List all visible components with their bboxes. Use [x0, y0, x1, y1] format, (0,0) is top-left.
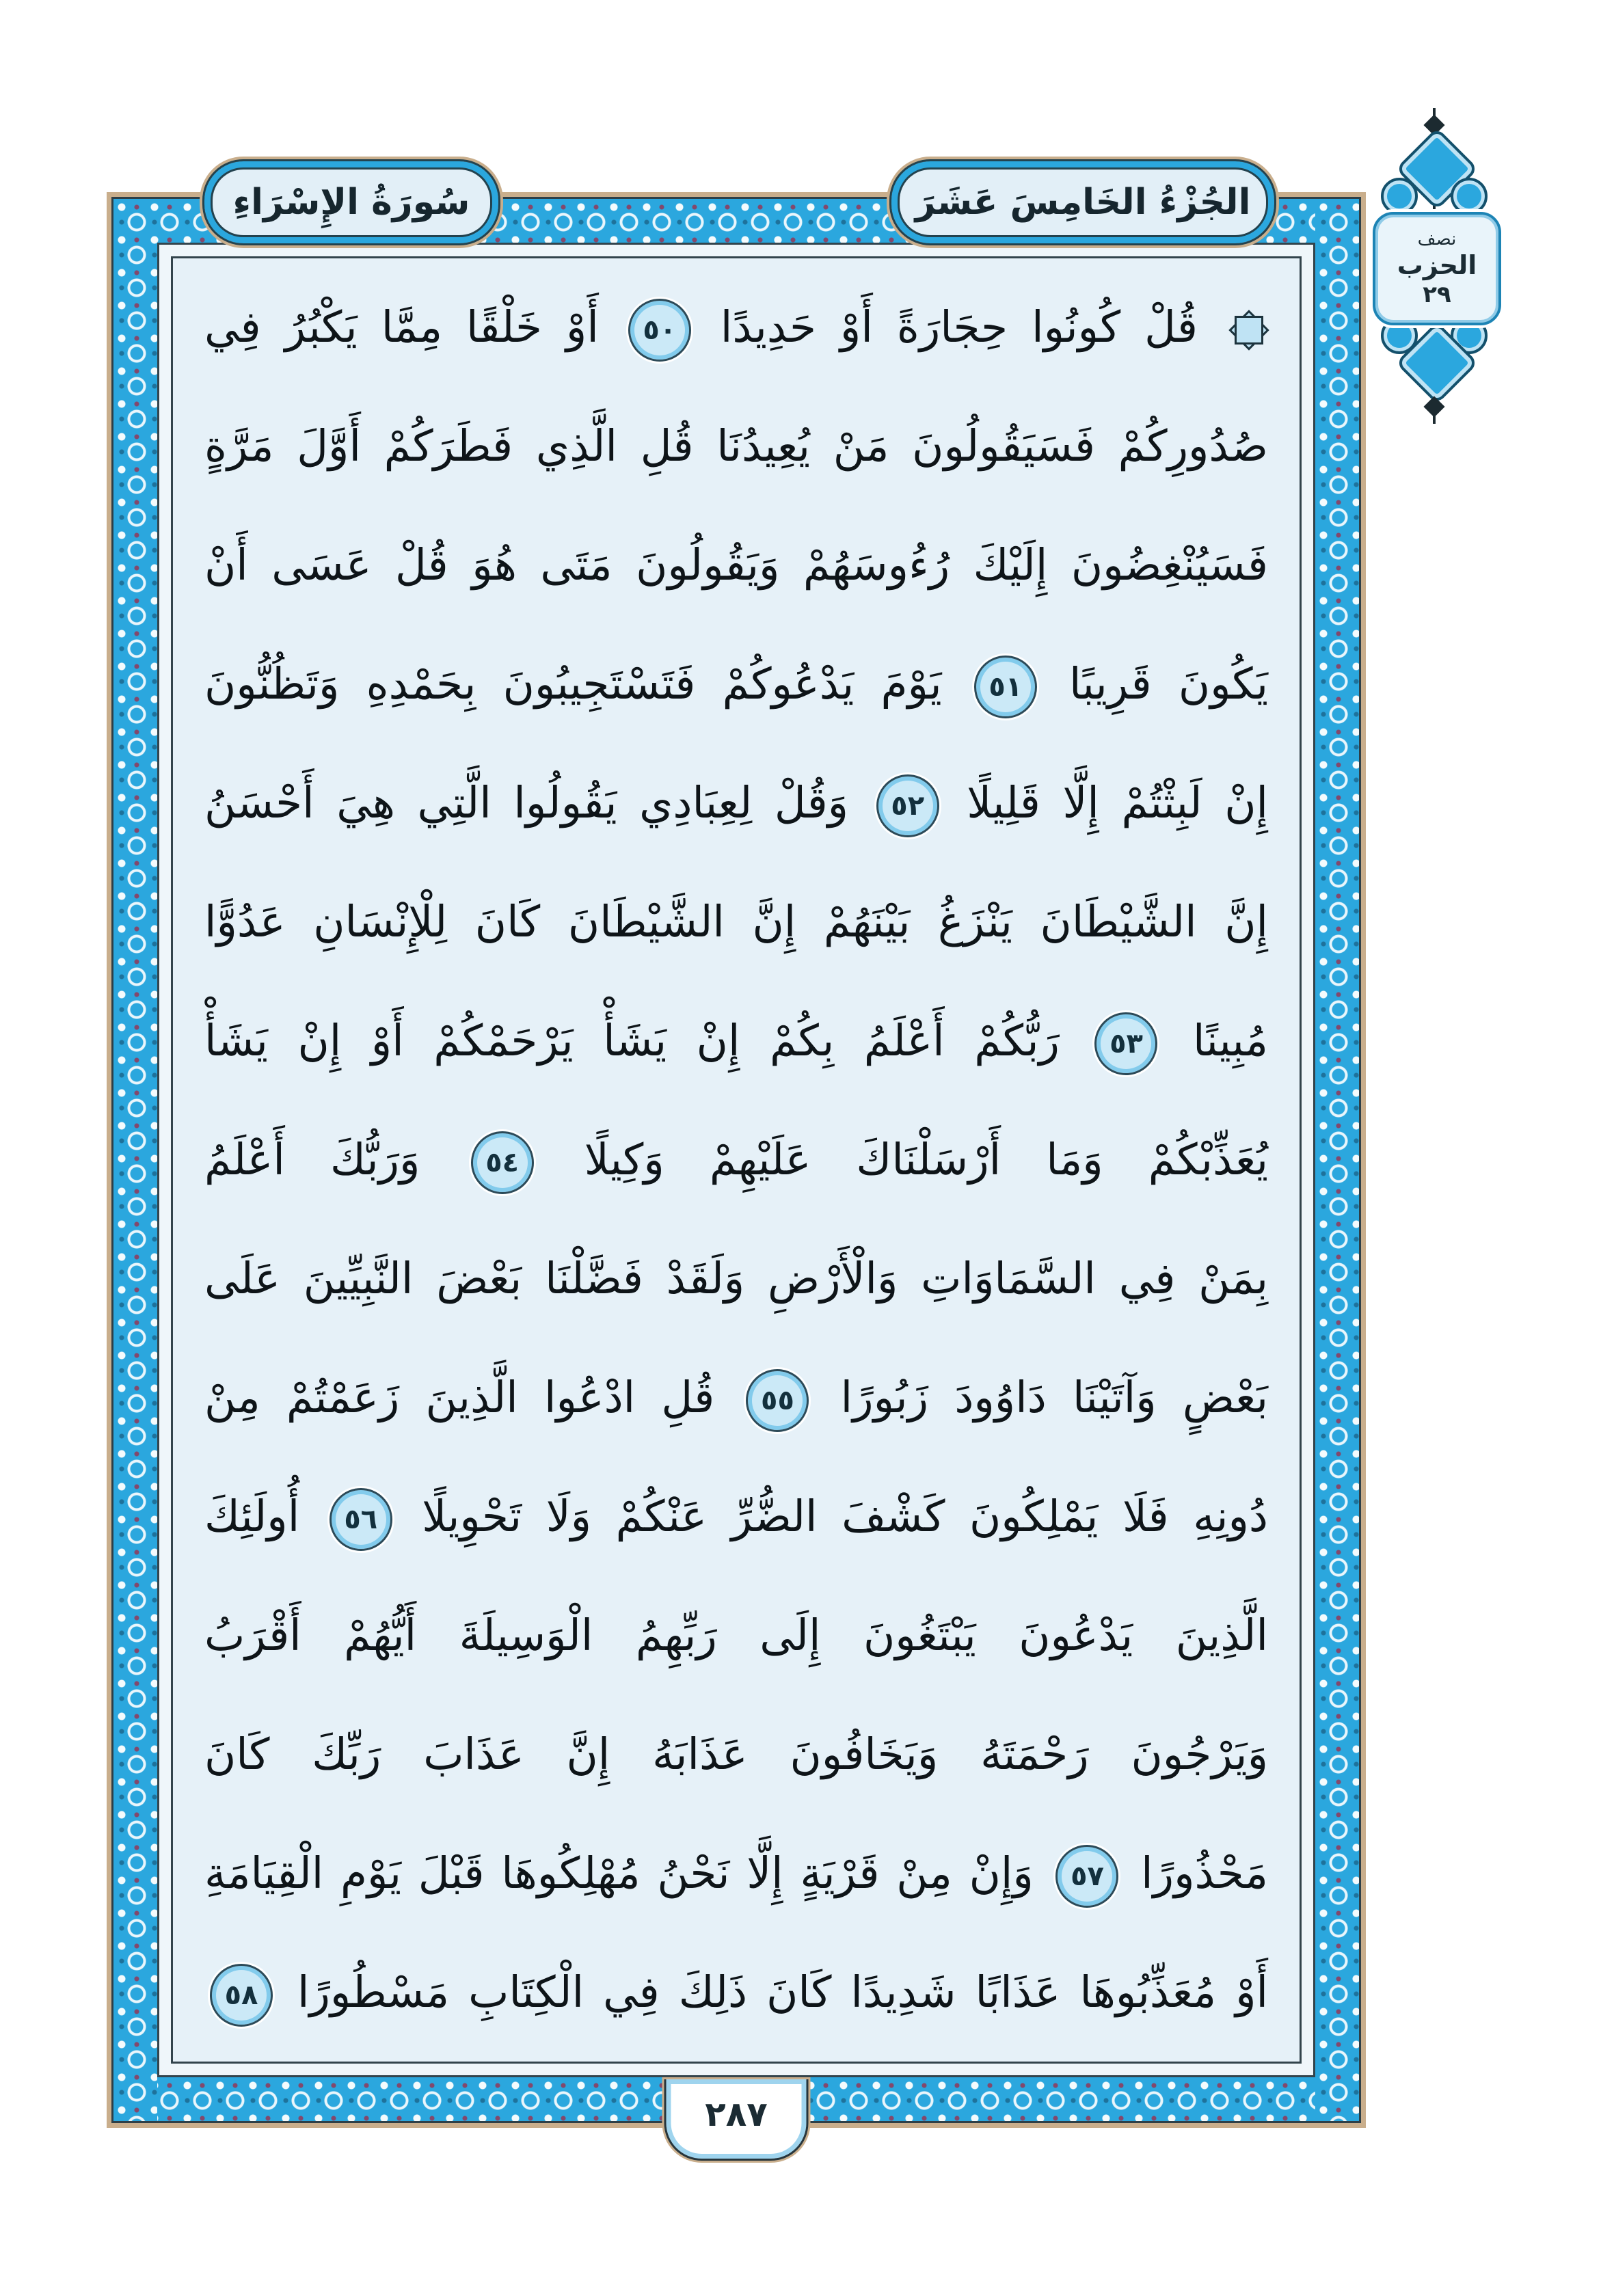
hizb-number: ٢٩ [1423, 281, 1451, 308]
rub-el-hizb-icon [1230, 311, 1268, 349]
quran-line-text: الَّذِينَ يَدْعُونَ يَبْتَغُونَ إِلَى رَبِّهِمُ الْوَسِيلَةَ أَيُّهُمْ أَقْرَبُ [204, 1610, 1268, 1660]
quran-line-text: صُدُورِكُمْ فَسَيَقُولُونَ مَنْ يُعِيدُنَا قُلِ الَّذِي فَطَرَكُمْ أَوَّلَ مَرَّةٍ [204, 421, 1268, 471]
quran-line-text: رَبُّكُمْ أَعْلَمُ بِكُمْ إِنْ يَشَأْ يَرْحَمْكُمْ أَوْ إِنْ يَشَأْ [204, 1016, 1090, 1066]
juz-title: الجُزْءُ الخَامِسَ عَشَرَ [915, 182, 1251, 223]
quran-line-text: قُلِ ادْعُوا الَّذِينَ زَعَمْتُمْ مِنْ [204, 1373, 741, 1422]
quran-text [173, 258, 1300, 2062]
quran-line-text: يَوْمَ يَدْعُوكُمْ فَتَسْتَجِيبُونَ بِحَمْدِهِ وَتَظُنُّونَ [204, 659, 969, 709]
finial-curl-icon [1451, 178, 1488, 215]
quran-line-text: وَرَبُّكَ أَعْلَمُ [204, 1135, 466, 1185]
ayah-end-medallion: ٥٣ [1094, 1012, 1157, 1075]
quran-line-text: إِنَّ الشَّيْطَانَ يَنْزَغُ بَيْنَهُمْ إِنَّ الشَّيْطَانَ كَانَ لِلْإِنْسَانِ عَدُوًّا [204, 897, 1268, 947]
ayah-end-medallion: ٥٨ [210, 1964, 273, 2027]
quran-line-text: دُونِهِ فَلَا يَمْلِكُونَ كَشْفَ الضُّرِّ عَنْكُمْ وَلَا تَحْوِيلًا [397, 1491, 1268, 1541]
quran-line-text: وَقُلْ لِعِبَادِي يَقُولُوا الَّتِي هِيَ أَحْسَنُ [204, 778, 871, 828]
ayah-end-medallion: ٥٥ [746, 1369, 809, 1432]
border-band-right [1315, 199, 1359, 2121]
hizb-label-hizb: الحزب [1397, 250, 1477, 280]
ayah-end-medallion: ٥٤ [471, 1131, 534, 1194]
quran-line [204, 863, 1268, 982]
page-frame [111, 182, 1361, 2134]
quran-line [204, 506, 1268, 625]
hizb-label-nisf: نصف [1417, 229, 1457, 249]
juz-header-cartouche [889, 159, 1276, 245]
quran-line-text: إِنْ لَبِثْتُمْ إِلَّا قَلِيلًا [944, 778, 1268, 828]
ayah-end-medallion: ٥٢ [876, 774, 939, 837]
quran-line [204, 1576, 1268, 1695]
quran-line [204, 1100, 1268, 1219]
quran-line-text: بِمَنْ فِي السَّمَاوَاتِ وَالْأَرْضِ وَلَقَدْ فَضَّلْنَا بَعْضَ النَّبِيِّينَ عَلَى [204, 1254, 1268, 1304]
quran-line [204, 744, 1268, 863]
page-number: ٢٨٧ [705, 2094, 768, 2134]
finial-curl-icon [1381, 178, 1418, 215]
quran-line-text: مُبِينًا [1163, 1016, 1268, 1066]
quran-line-text: مَحْذُورًا [1124, 1848, 1269, 1898]
quran-line-text: أُولَئِكَ [204, 1491, 324, 1541]
ayah-end-medallion: ٥٠ [628, 299, 691, 362]
quran-line-text: أَوْ مُعَذِّبُوهَا عَذَابًا شَدِيدًا كَانَ ذَلِكَ فِي الْكِتَابِ مَسْطُورًا [278, 1967, 1268, 2017]
quran-line [204, 1933, 1268, 2052]
quran-line-text: فَسَيُنْغِضُونَ إِلَيْكَ رُءُوسَهُمْ وَيَقُولُونَ مَتَى هُوَ قُلْ عَسَى أَنْ [204, 540, 1268, 590]
quran-line [204, 268, 1268, 387]
quran-line-text: يَكُونَ قَرِيبًا [1042, 659, 1268, 709]
quran-line-text: وَإِنْ مِنْ قَرْيَةٍ إِلَّا نَحْنُ مُهْلِكُوهَا قَبْلَ يَوْمِ الْقِيَامَةِ [204, 1848, 1051, 1898]
ayah-end-medallion: ٥١ [974, 656, 1037, 718]
quran-line [204, 625, 1268, 744]
quran-line [204, 1695, 1268, 1814]
page-number-tab [664, 2079, 809, 2161]
ornament-finial-bottom-icon [1366, 317, 1503, 394]
quran-line-text: قُلْ كُونُوا حِجَارَةً أَوْ حَدِيدًا [696, 302, 1222, 352]
quran-line-text: أَوْ خَلْقًا مِمَّا يَكْبُرُ فِي [204, 302, 623, 352]
quran-line [204, 1338, 1268, 1457]
hizb-medallion [1373, 212, 1501, 325]
quran-line [204, 387, 1268, 506]
border-band-left [113, 199, 157, 2121]
ornament-finial-top-icon [1366, 138, 1503, 215]
ayah-end-medallion: ٥٧ [1055, 1845, 1118, 1908]
surah-header-cartouche [202, 159, 500, 245]
surah-title: سُورَةُ الإِسْرَاءِ [232, 182, 470, 223]
quran-line [204, 1814, 1268, 1933]
hizb-ornament [1366, 108, 1503, 424]
text-panel [171, 256, 1302, 2064]
quran-line-text: يُعَذِّبْكُمْ وَمَا أَرْسَلْنَاكَ عَلَيْهِمْ وَكِيلًا [539, 1135, 1268, 1185]
quran-line [204, 1457, 1268, 1576]
quran-line [204, 1219, 1268, 1338]
quran-line [204, 982, 1268, 1100]
quran-line-text: بَعْضٍ وَآتَيْنَا دَاوُودَ زَبُورًا [814, 1373, 1268, 1422]
ayah-end-medallion: ٥٦ [329, 1488, 392, 1551]
quran-line-text: وَيَرْجُونَ رَحْمَتَهُ وَيَخَافُونَ عَذَابَهُ إِنَّ عَذَابَ رَبِّكَ كَانَ [204, 1729, 1268, 1779]
